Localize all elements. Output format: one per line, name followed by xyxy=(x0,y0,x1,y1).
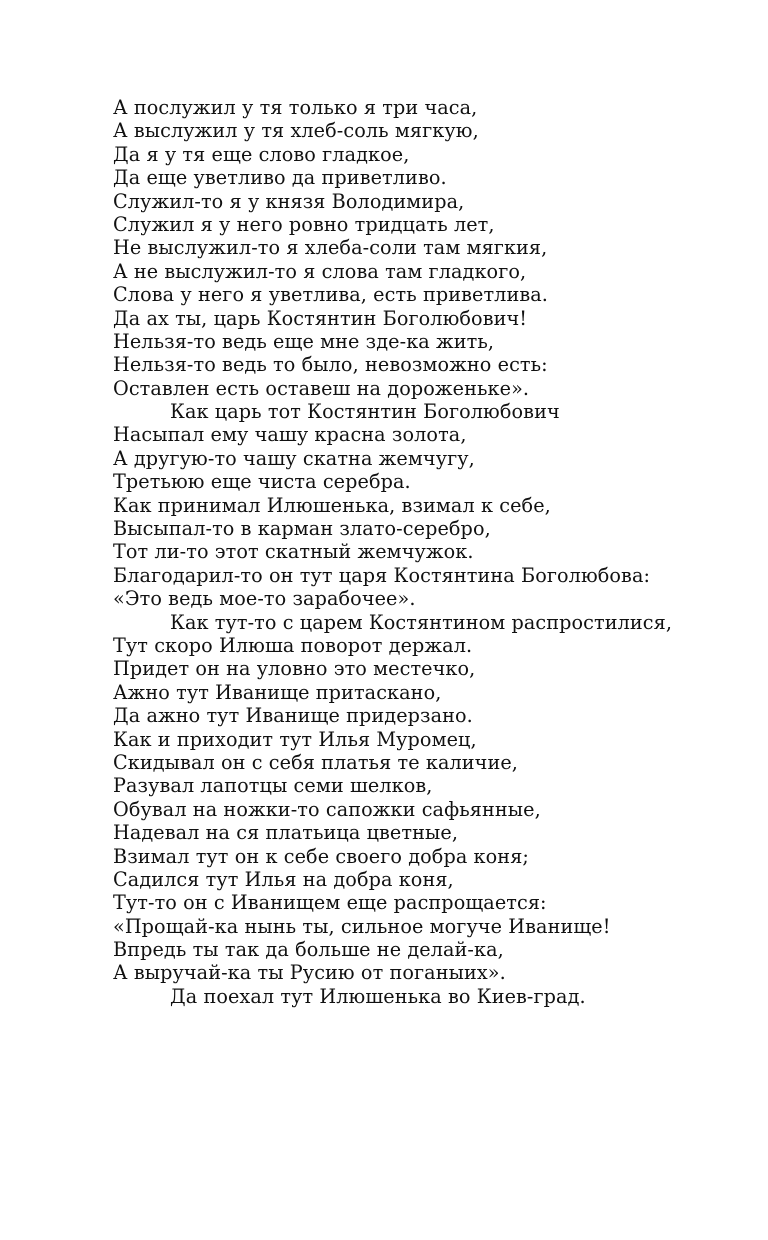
poem-line: Тут-то он с Иванищем еще распрощается: xyxy=(113,891,547,915)
poem-line: Благодарил-то он тут царя Костянтина Боголюбова: xyxy=(113,563,651,587)
poem-line: Нельзя-то ведь то было, невозможно есть: xyxy=(113,353,548,377)
poem-line: Не выслужил-то я хлеба-соли там мягкия, xyxy=(113,236,548,260)
poem-line: Надевал на ся платьица цветные, xyxy=(113,821,459,845)
poem-line: «Прощай-ка нынь ты, сильное могуче Иванище! xyxy=(113,914,611,938)
poem-line: Нельзя-то ведь еще мне зде-ка жить, xyxy=(113,329,495,353)
poem-line: «Это ведь мое-то зарабочее». xyxy=(113,587,416,611)
poem-line: Третьюю еще чиста серебра. xyxy=(113,470,411,494)
poem-line: Садился тут Илья на добра коня, xyxy=(113,867,454,891)
poem-line: Да я у тя еще слово гладкое, xyxy=(113,142,410,166)
poem-line: Слова у него я уветлива, есть приветлива. xyxy=(113,283,548,307)
poem-line: А выручай-ка ты Русию от поганыих». xyxy=(113,961,506,985)
poem-line: Разувал лапотцы семи шелков, xyxy=(113,774,433,798)
poem-line: Впредь ты так да больше не делай-ка, xyxy=(113,938,504,962)
poem-line: А не выслужил-то я слова там гладкого, xyxy=(113,259,527,283)
poem-text xyxy=(113,96,733,1008)
poem-line: Оставлен есть оставеш на дороженьке». xyxy=(113,376,530,400)
poem-line: Служил-то я у князя Володимира, xyxy=(113,189,465,213)
poem-line: Да еще уветливо да приветливо. xyxy=(113,166,447,190)
poem-line: Да ажно тут Иванище придерзано. xyxy=(113,704,473,728)
poem-line: Взимал тут он к себе своего добра коня; xyxy=(113,844,529,868)
poem-line: Ажно тут Иванище притаскано, xyxy=(113,680,442,704)
poem-line: Тот ли-то этот скатный жемчужок. xyxy=(113,540,474,564)
poem-line: Да поехал тут Илюшенька во Киев-град. xyxy=(170,984,586,1008)
poem-line: Как принимал Илюшенька, взимал к себе, xyxy=(113,493,551,517)
poem-line: Служил я у него ровно тридцать лет, xyxy=(113,212,495,236)
poem-line: Как царь тот Костянтин Боголюбович xyxy=(170,400,560,424)
poem-line: А послужил у тя только я три часа, xyxy=(113,96,478,119)
poem-line: А другую-то чашу скатна жемчугу, xyxy=(113,446,475,470)
poem-line: Придет он на уловно это местечко, xyxy=(113,657,476,681)
poem-line: Обувал на ножки-то сапожки сафьянные, xyxy=(113,797,541,821)
poem-line: Высыпал-то в карман злато-серебро, xyxy=(113,517,491,541)
poem-line: Насыпал ему чашу красна золота, xyxy=(113,423,467,447)
poem-line: А выслужил у тя хлеб-соль мягкую, xyxy=(113,119,479,143)
poem-line: Тут скоро Илюша поворот держал. xyxy=(113,633,473,657)
poem-line: Скидывал он с себя платья те каличие, xyxy=(113,750,519,774)
poem-line: Как тут-то с царем Костянтином распростилися, xyxy=(170,610,673,634)
poem-line: Да ах ты, царь Костянтин Боголюбович! xyxy=(113,306,528,330)
poem-line: Как и приходит тут Илья Муромец, xyxy=(113,727,477,751)
